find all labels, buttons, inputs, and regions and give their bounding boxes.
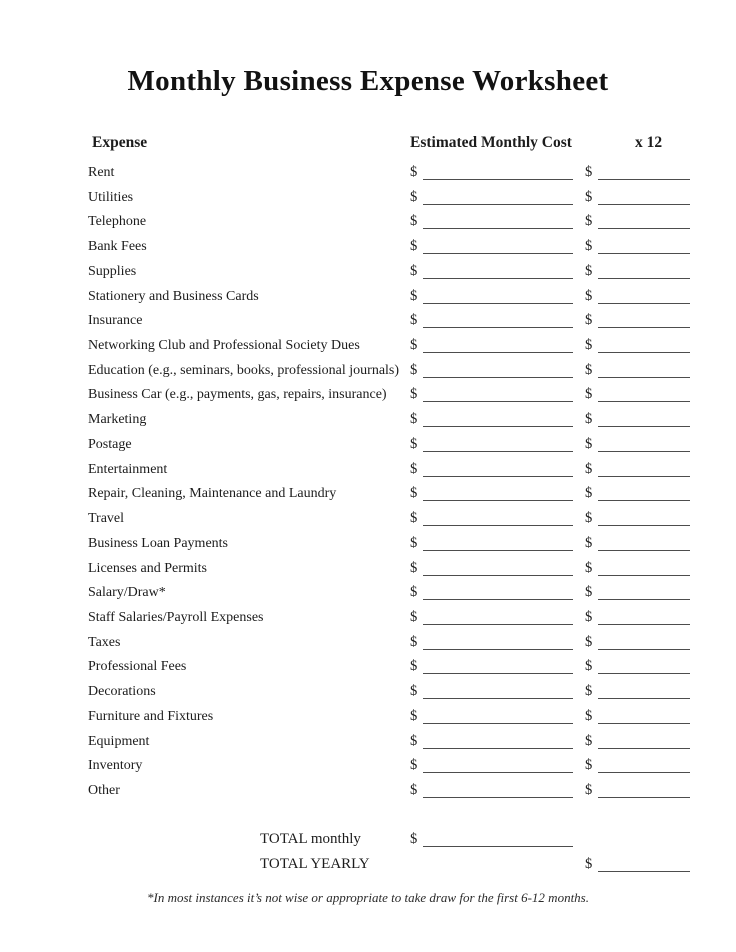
expense-label: Utilities [88,189,134,205]
expense-row [0,584,736,609]
expense-label: Telephone [88,214,147,230]
totals-section [0,831,736,881]
dollar-sign: $ [585,485,593,502]
monthly-blank-line [423,241,573,254]
expense-row [0,658,736,683]
yearly-blank-line [598,389,690,402]
dollar-sign: $ [410,757,418,774]
monthly-cost-field [410,634,585,651]
dollar-sign: $ [585,262,593,279]
total-yearly-row [0,856,736,881]
dollar-sign: $ [410,435,418,452]
dollar-sign: $ [585,411,593,428]
total-yearly-field [585,856,736,873]
dollar-sign: $ [410,386,418,403]
monthly-blank-line [423,365,573,378]
monthly-blank-line [423,612,573,625]
expense-label: Decorations [88,684,156,700]
yearly-blank-line [598,563,690,576]
yearly-blank-line [598,192,690,205]
dollar-sign: $ [585,164,593,180]
yearly-cost-field [585,757,736,774]
dollar-sign: $ [410,262,418,279]
yearly-blank-line [598,736,690,749]
expense-row [0,733,736,758]
monthly-cost-field [410,461,585,478]
expense-row [0,436,736,461]
monthly-blank-line [423,760,573,773]
page-title: Monthly Business Expense Worksheet [127,65,609,97]
monthly-cost-field [410,337,585,354]
expense-label: Licenses and Permits [88,560,207,576]
expense-row [0,708,736,733]
yearly-cost-field [585,288,736,305]
dollar-sign: $ [410,287,418,304]
yearly-blank-line [598,291,690,304]
yearly-blank-line [598,315,690,328]
dollar-sign: $ [410,188,418,205]
dollar-sign: $ [585,386,593,403]
monthly-blank-line [423,464,573,477]
yearly-cost-field [585,634,736,651]
dollar-sign: $ [410,707,418,724]
monthly-cost-field [410,510,585,527]
dollar-sign: $ [410,460,418,477]
yearly-blank-line [598,439,690,452]
yearly-cost-field [585,510,736,527]
monthly-blank-line [423,315,573,328]
yearly-blank-line [598,488,690,501]
yearly-cost-field [585,708,736,725]
expense-label: Stationery and Business Cards [88,288,259,304]
yearly-blank-line [598,661,690,674]
yearly-blank-line [598,513,690,526]
dollar-sign: $ [410,658,418,675]
monthly-cost-field [410,238,585,255]
expense-label: Supplies [88,263,137,279]
dollar-sign: $ [585,683,593,700]
monthly-cost-field [410,263,585,280]
monthly-cost-field [410,609,585,626]
yearly-cost-field [585,658,736,675]
monthly-cost-field [410,683,585,700]
yearly-blank-line [598,414,690,427]
expense-label: Travel [88,511,125,527]
monthly-cost-field [410,658,585,675]
expense-row [0,386,736,411]
expense-label: Business Loan Payments [88,535,228,551]
dollar-sign: $ [585,361,593,378]
dollar-sign: $ [585,337,593,354]
expense-row [0,263,736,288]
monthly-blank-line [423,291,573,304]
monthly-cost-field [410,535,585,552]
dollar-sign: $ [585,435,593,452]
yearly-blank-line [598,612,690,625]
expense-label: Equipment [88,733,150,749]
expense-row [0,782,736,807]
expense-row [0,164,736,189]
yearly-blank-line [598,711,690,724]
dollar-sign: $ [410,559,418,576]
dollar-sign: $ [410,781,418,798]
column-header-x12: x 12 [635,134,663,151]
monthly-cost-field [410,782,585,799]
expense-label: Marketing [88,412,147,428]
monthly-blank-line [423,266,573,279]
yearly-blank-line [598,785,690,798]
yearly-cost-field [585,535,736,552]
dollar-sign: $ [585,757,593,774]
dollar-sign: $ [410,683,418,700]
expense-row [0,312,736,337]
expense-label: Networking Club and Professional Society Dues [88,338,360,354]
total-yearly-label: TOTAL YEARLY [260,855,370,872]
column-header-expense: Expense [92,134,148,151]
expense-rows [0,164,736,807]
dollar-sign: $ [410,633,418,650]
monthly-blank-line [423,488,573,501]
expense-label: Bank Fees [88,239,147,255]
dollar-sign: $ [585,658,593,675]
expense-label: Business Car (e.g., payments, gas, repairs, insurance) [88,387,387,403]
yearly-cost-field [585,263,736,280]
yearly-blank-line [598,266,690,279]
yearly-blank-line [598,538,690,551]
dollar-sign: $ [410,411,418,428]
expense-row [0,238,736,263]
expense-row [0,609,736,634]
monthly-cost-field [410,560,585,577]
expense-label: Postage [88,436,132,452]
monthly-blank-line [423,513,573,526]
dollar-sign: $ [585,584,593,601]
expense-row [0,757,736,782]
monthly-blank-line [423,192,573,205]
total-monthly-blank-line [423,834,573,847]
expense-row [0,362,736,387]
yearly-blank-line [598,365,690,378]
monthly-blank-line [423,216,573,229]
yearly-blank-line [598,587,690,600]
expense-row [0,288,736,313]
yearly-cost-field [585,733,736,750]
yearly-cost-field [585,782,736,799]
dollar-sign: $ [585,559,593,576]
yearly-cost-field [585,436,736,453]
dollar-sign: $ [585,238,593,255]
yearly-cost-field [585,584,736,601]
monthly-blank-line [423,414,573,427]
monthly-blank-line [423,637,573,650]
dollar-sign: $ [410,485,418,502]
yearly-cost-field [585,189,736,206]
expense-label: Taxes [88,634,121,650]
total-monthly-row [0,831,736,856]
monthly-blank-line [423,563,573,576]
yearly-cost-field [585,238,736,255]
monthly-blank-line [423,389,573,402]
dollar-sign: $ [410,534,418,551]
dollar-sign: $ [410,510,418,527]
monthly-cost-field [410,312,585,329]
dollar-sign: $ [410,213,418,230]
dollar-sign: $ [585,510,593,527]
expense-label: Professional Fees [88,659,187,675]
monthly-blank-line [423,439,573,452]
yearly-cost-field [585,485,736,502]
monthly-blank-line [423,661,573,674]
expense-label: Repair, Cleaning, Maintenance and Laundry [88,486,337,502]
dollar-sign: $ [585,287,593,304]
expense-label: Salary/Draw* [88,585,166,601]
monthly-cost-field [410,584,585,601]
monthly-blank-line [423,340,573,353]
expense-row [0,535,736,560]
monthly-blank-line [423,785,573,798]
dollar-sign: $ [585,460,593,477]
yearly-blank-line [598,216,690,229]
dollar-sign: $ [585,633,593,650]
total-monthly-field [410,831,585,848]
monthly-cost-field [410,708,585,725]
expense-row [0,189,736,214]
expense-row [0,461,736,486]
expense-row [0,634,736,659]
monthly-cost-field [410,436,585,453]
yearly-cost-field [585,609,736,626]
expense-label: Education (e.g., seminars, books, professional journals) [88,362,400,378]
monthly-blank-line [423,686,573,699]
dollar-sign: $ [410,337,418,354]
dollar-sign: $ [410,584,418,601]
monthly-cost-field [410,411,585,428]
monthly-blank-line [423,587,573,600]
expense-label: Other [88,782,120,798]
expense-row [0,560,736,585]
yearly-cost-field [585,461,736,478]
yearly-cost-field [585,411,736,428]
yearly-cost-field [585,164,736,181]
dollar-sign: $ [410,164,418,180]
monthly-cost-field [410,733,585,750]
dollar-sign: $ [585,707,593,724]
expense-label: Staff Salaries/Payroll Expenses [88,609,264,625]
monthly-blank-line [423,711,573,724]
yearly-blank-line [598,464,690,477]
dollar-sign: $ [410,312,418,329]
monthly-blank-line [423,538,573,551]
column-header-monthly-cost: Estimated Monthly Cost [410,134,572,151]
expense-row [0,411,736,436]
yearly-cost-field [585,386,736,403]
dollar-sign: $ [410,238,418,255]
yearly-cost-field [585,213,736,230]
expense-row [0,510,736,535]
yearly-cost-field [585,683,736,700]
expense-label: Rent [88,165,115,180]
expense-row [0,683,736,708]
expense-label: Insurance [88,313,143,329]
yearly-blank-line [598,637,690,650]
monthly-cost-field [410,757,585,774]
dollar-sign: $ [585,312,593,329]
dollar-sign: $ [585,732,593,749]
total-yearly-blank-line [598,859,690,872]
column-headers [0,134,736,158]
yearly-blank-line [598,760,690,773]
yearly-blank-line [598,241,690,254]
monthly-cost-field [410,288,585,305]
dollar-sign: $ [410,361,418,378]
expense-row [0,485,736,510]
monthly-blank-line [423,167,573,180]
monthly-cost-field [410,189,585,206]
footnote: *In most instances it’s not wise or appropriate to take draw for the first 6-12 months. [146,889,589,905]
monthly-cost-field [410,164,585,181]
yearly-blank-line [598,340,690,353]
dollar-sign: $ [585,534,593,551]
monthly-cost-field [410,213,585,230]
yearly-blank-line [598,686,690,699]
monthly-cost-field [410,485,585,502]
total-monthly-label: TOTAL monthly [260,830,361,847]
dollar-sign: $ [585,188,593,205]
yearly-cost-field [585,337,736,354]
monthly-blank-line [423,736,573,749]
monthly-cost-field [410,386,585,403]
dollar-sign: $ [585,781,593,798]
dollar-sign: $ [410,608,418,625]
monthly-cost-field [410,362,585,379]
yearly-cost-field [585,312,736,329]
dollar-sign: $ [585,608,593,625]
expense-label: Furniture and Fixtures [88,708,214,724]
yearly-blank-line [598,167,690,180]
yearly-cost-field [585,362,736,379]
expense-row [0,213,736,238]
dollar-sign: $ [410,830,418,847]
dollar-sign: $ [585,213,593,230]
expense-row [0,337,736,362]
yearly-cost-field [585,560,736,577]
expense-label: Inventory [88,758,143,774]
dollar-sign: $ [585,855,593,872]
expense-label: Entertainment [88,461,168,477]
dollar-sign: $ [410,732,418,749]
